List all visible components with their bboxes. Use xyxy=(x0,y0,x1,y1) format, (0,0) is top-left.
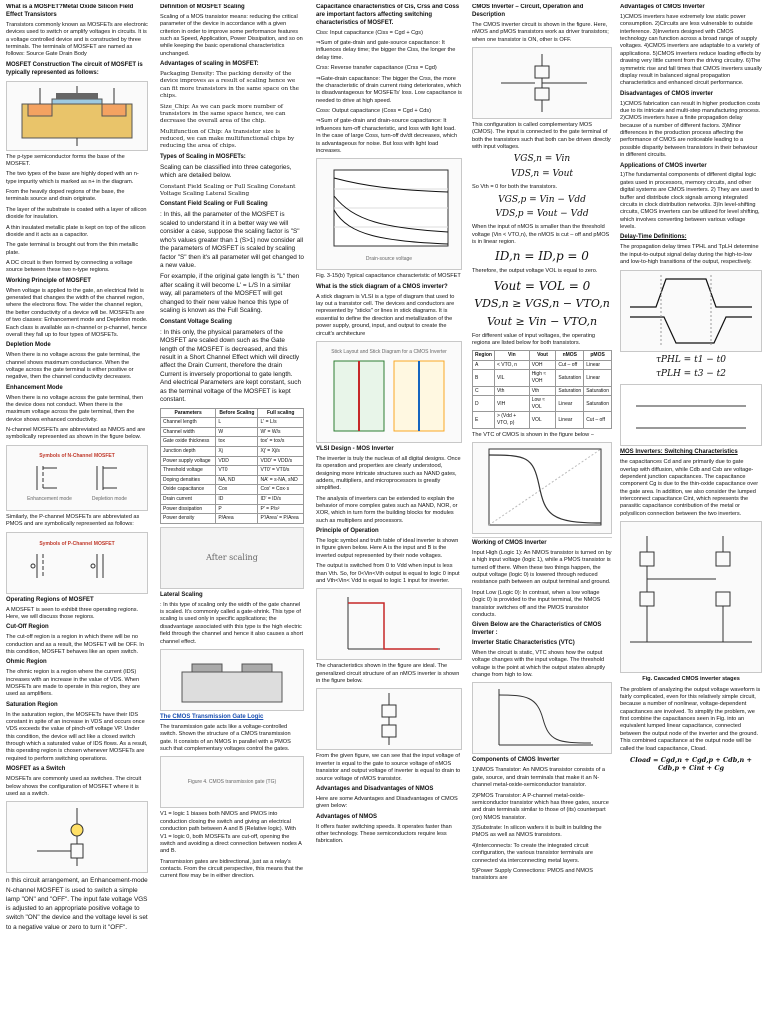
column-capacitance-vlsi xyxy=(316,4,462,1020)
heading-constant-voltage: Constant Voltage Scaling xyxy=(160,318,232,325)
heading-nmos-adv-disadv: Advantages and Disadvantages of NMOS xyxy=(316,785,434,792)
inverter-vtc-figure xyxy=(316,588,462,660)
heading-mosfet-construction: MOSFET Construction The circuit of MOSFET is typically represented as follows: xyxy=(6,61,143,76)
mosfet-construction-figure xyxy=(6,81,148,151)
para-c2-12: V1 = logic 1 biases both NMOS and PMOS into conduction closing the switch and giving an electrical conduction path between A and B (Relative logic). With V1 = logic 0, both MOSFETs are cut-off, opening the switch and avoiding a direct connection between nodes A and B. xyxy=(160,811,302,855)
heading-cutoff-region: Cut-Off Region xyxy=(6,624,49,631)
para-c1-13: Similarly, the P-channel MOSFETs are abbreviated as PMOS and are symbolically represented as follows: xyxy=(6,513,140,528)
para-c4-12: 2)PMOS Transistor: A P-channel metal-oxide-semiconductor transistor which has three gates, source and drain terminals similar to those of (its) counterpart (on) NMOS transistor. xyxy=(472,792,609,821)
cell: Saturation xyxy=(556,386,584,396)
para-c4-2: This configuration is called complementary MOS (CMOS). The input is connected to the gate terminal of both the transistors such that both can be driven directly with input voltages. xyxy=(472,121,611,151)
heading-ohmic-region: Ohmic Region xyxy=(6,659,47,666)
heading-constant-field: Constant Field Scaling or Full Scaling xyxy=(160,201,268,208)
para-c4-3: So Vth = 0 for both the transistors. xyxy=(472,184,558,191)
cell: Cox' = Cox·s xyxy=(258,485,304,495)
nmos-symbols-caption: Symbols of N-Channel MOSFET xyxy=(39,453,115,460)
para-c3-12: The characteristics shown in the figure are ideal. The generalized circuit structure of an nMOS inverter is shown in the figure below. xyxy=(316,663,460,685)
para-c4-14: 4)Interconnects: To create the integrated circuit configuration, the various transistor terminals are connected via interconnecting metal layers. xyxy=(472,842,593,864)
para-c2-10: : In this type of scaling only the width of the gate channel is scaled. It's commonly called a gate-shrink. This type of scaling is used only in specific applications; the disadvantage associated with this type is the high electric field through the channel and hence it also causes a short channel effect. xyxy=(160,601,304,645)
cell: tox xyxy=(216,437,258,447)
static-vtc-figure xyxy=(472,682,612,754)
cell: P'/Area' = P/Area xyxy=(258,514,304,524)
cell: Power supply voltage xyxy=(161,456,216,466)
cell: Oxide capacitance xyxy=(161,485,216,495)
cell: Channel length xyxy=(161,418,216,428)
heading-saturation-region: Saturation Region xyxy=(6,701,58,708)
capacitance-chart-xlabel: Drain-source voltage xyxy=(365,256,413,263)
table-row xyxy=(161,427,304,437)
para-c4-6: For different value of input voltages, the operating regions are listed below for both transistors. xyxy=(472,332,596,346)
cell: VT0 xyxy=(216,466,258,476)
para-c5-5: the capacitances Cd and are primarily due to gate overlap with diffusion, while Cdb and Csb are voltage-dependent junction capacitances. The capacitance component Cg is due to the thin-oxide capacitance over the gate area. In addition, we also consider the lumped interconnect capacitance Cint, which represents the parasitic capacitance contribution of the metal or polysilicon connection between the two inverters. xyxy=(620,459,759,517)
para-c2-2: Packaging Density: The packing density of the device improves as a result of scaling hence we can fit more transistors in the same space on the chips. xyxy=(160,71,299,100)
cell: Saturation xyxy=(556,370,584,386)
cell: C xyxy=(473,386,495,396)
cell: Doping densities xyxy=(161,475,216,485)
scaling-table-head-0: Parameters xyxy=(161,408,216,418)
cell: P xyxy=(216,504,258,514)
stick-diagram-figure xyxy=(316,341,462,443)
para-c1-12: N-channel MOSFETs are abbreviated as NMOS and are symbolically represented as shown in the figure below. xyxy=(6,427,146,441)
para-c1-16: The ohmic region is a region where the current (IDS) increases with an increase in the value of VDS. When MOSFETs are made to operate in this region, they are used as amplifiers. xyxy=(6,669,141,698)
after-scaling-caption: After scaling xyxy=(206,552,258,562)
operating-regions-table xyxy=(472,350,612,428)
scaling-table-head-2: Full scaling xyxy=(258,408,304,418)
para-c1-5: The layer of the substrate is coated with a layer of silicon dioxide for insulation. xyxy=(6,206,147,221)
cell: VDD xyxy=(216,456,258,466)
cell: VOH xyxy=(529,360,556,370)
para-c4-1: The CMOS inverter circuit is shown in the figure. Here, nMOS and pMOS transistors work as driver transistors; when one transistor is ON, other is OFF. xyxy=(472,21,609,43)
cell: B xyxy=(473,370,495,386)
para-c5-1: 1)CMOS inverters have extremely low static power consumption. 2)Circuits are less vulnerable to outside interference. 3)Inverters designed with CMOS technology can function across a broad range of supply voltages. 4)CMOS inverters are adaptable to a variety of applications. 5)CMOS inverters reduce loading effects by drawing very little current from the driving circuitry. 6)The symmetric rise and fall times that CMOS inverters usually display result in balanced signal propagation characteristics and enhanced circuit performance. xyxy=(620,13,762,87)
table-row xyxy=(161,466,304,476)
cell: Threshold voltage xyxy=(161,466,216,476)
mosfet-switch-figure xyxy=(6,801,148,873)
heading-cmos-tg: The CMOS Transmission Gate Logic xyxy=(160,713,264,720)
heading-cmos-disadvantages: Disadvantages of CMOS inverter xyxy=(620,90,714,97)
para-c2-5: Scaling can be classified into three categories, which are detailed below. xyxy=(160,163,292,180)
para-c3-3: Crss: Reverse transfer capacitance (Crss = Cgd) xyxy=(316,65,437,72)
nmos-inverter-figure xyxy=(316,688,462,750)
cell: ID' = ID/s xyxy=(258,495,304,505)
para-c3-9: The analysis of inverters can be extended to explain the behavior of more complex gates such as NAND, NOR, or XOR, which in turn form the building blocks for modules such as multipliers and processors. xyxy=(316,495,458,524)
eq-vgs-n: VGS,n = Vin xyxy=(513,154,571,165)
heading-delay-time: Delay-Time Definitions: xyxy=(620,234,687,241)
table-row xyxy=(473,360,612,370)
para-c3-2: ⇒Sum of gate-drain and gate-source capacitance: It influences delay time; the bigger the Ciss, the longer the delay time. xyxy=(316,40,456,61)
heading-cmos-advantages: Advantages of CMOS Inverter xyxy=(620,4,705,10)
regions-head-4: pMOS xyxy=(584,351,612,361)
transmission-gate-structure-figure xyxy=(160,649,304,711)
para-c3-14: Here are some Advantages and Disadvantages of CMOS given below: xyxy=(316,795,458,810)
para-c5-4: The propagation delay times TPHL and TpLH determine the input-to-output signal delay during the high-to-low and low-to-high transitions of the output, respectively. xyxy=(620,244,759,266)
para-c2-9: : In this only, the physical parameters of the MOSFET are scaled down such as the Gate length of the MOSFET is decreased, and this result in a Short Channel Effect which will directly affect the Drain Current, therefore the drain Current is inversely proportional to gate length. And electrical Parameters are kept constant, such as the terminal voltage of the MOSFET is kept constant. xyxy=(160,328,302,404)
cell: Linear xyxy=(556,396,584,412)
heading-what-is-mosfet: What is a MOSFET?Metal Oxide Silicon Field Effect Transistors xyxy=(6,4,134,18)
para-c1-6: A thin insulated metallic plate is kept on top of the silicon dioxide and it acts as a capacitor. xyxy=(6,224,146,238)
cell: Power dissipation xyxy=(161,504,216,514)
cell: NA' = s·NA, sND xyxy=(258,475,304,485)
table-row xyxy=(161,456,304,466)
heading-mosfet-switch: MOSFET as a Switch xyxy=(6,766,66,773)
heading-operating-regions: Operating Regions of MOSFET xyxy=(6,596,94,603)
cell: < VTO, n xyxy=(494,360,529,370)
table-row xyxy=(161,475,304,485)
eq-vgs-p: VGS,p = Vin − Vdd xyxy=(498,194,586,205)
regions-head-2: Vout xyxy=(529,351,556,361)
depletion-label: Depletion mode xyxy=(91,495,127,502)
scaling-table xyxy=(160,408,304,524)
regions-head-3: nMOS xyxy=(556,351,584,361)
cell: High ≈ VOH xyxy=(529,370,556,386)
column-mosfet-scaling xyxy=(160,4,304,1020)
para-c3-1: Ciss: Input capacitance (Ciss = Cgd + Cgs) xyxy=(316,29,423,36)
para-c3-13: From the given figure, we can see that the input voltage of inverter is equal to the gate to source voltage of nMOS transistor and output voltage of inverter is equal to drain to source voltage of nMOS transistor. xyxy=(316,753,461,782)
cell: Linear xyxy=(584,360,612,370)
column-cmos-inverter xyxy=(472,4,612,1020)
para-c1-14: A MOSFET is seen to exhibit three operating regions. Here, we will discuss those regions. xyxy=(6,606,139,620)
heading-working-cmos: Working of CMOS Inverter xyxy=(472,539,547,546)
table-row xyxy=(161,447,304,457)
para-c3-11: The output is switched from 0 to Vdd when input is less than Vth. So, for 0<Vin<Vth output is equal to logic 0 input and Vth<Vin< Vdd is equal to logic 1 input for inverter. xyxy=(316,563,460,584)
para-c3-4: ⇒Gate-drain capacitance: The bigger the Crss, the more the characteristic of drain current rising deteriorates, which is disadvantageous for MOSFETs' loss. Low capacitance is needed to drive at high speed. xyxy=(316,75,462,104)
capacitance-chart-figure xyxy=(316,158,462,270)
heading-cmos-applications: Applications of CMOS inverter xyxy=(620,162,707,169)
cmos-tg-caption: Figure 4. CMOS transmission gate (TG) xyxy=(187,779,277,786)
para-c1-9: When voltage is applied to the gate, an electrical field is generated that changes the width of the channel region, where the electrons flow. The wider the channel region, the better conductivity of a device will be. MOSFETs are of two classes: Enhancement mode and Depletion mode. Each class is available as n-channel or p-channel, hence overall they fall up to four types of MOSFETs. xyxy=(6,287,148,338)
cell: Gate oxide thickness xyxy=(161,437,216,447)
pmos-symbols-caption: Symbols of P-Channel MOSFET xyxy=(39,541,115,548)
pmos-symbols-figure xyxy=(6,532,148,594)
cell: Cut – off xyxy=(584,412,612,428)
para-c3-5: Coss: Output capacitance (Coss = Cgd + Cds) xyxy=(316,108,432,115)
para-c2-6: Constant Field Scaling or Full Scaling Constant Voltage Scaling Lateral Scaling xyxy=(160,183,296,197)
table-row xyxy=(161,514,304,524)
heading-lateral-scaling: Lateral Scaling xyxy=(160,591,203,598)
cmos-tg-figure xyxy=(160,756,304,808)
cell: VDD' = VDD/s xyxy=(258,456,304,466)
cell: Xj' = Xj/s xyxy=(258,447,304,457)
para-c2-3: Size_Chip: As we can pack more number of transistors in the same space hence, we can decrease the overall area of the chip. xyxy=(160,103,286,125)
para-c1-10: When there is no voltage across the gate terminal, the channel shows maximum conductance. When the voltage across the gate terminal is either positive or negative, then the channel conductivity decreases. xyxy=(6,352,141,381)
table-row xyxy=(161,495,304,505)
eq-vds-sat: VDS,n ≥ VGS,n − VTO,n xyxy=(474,297,610,311)
heading-scaling-types: Types of Scaling in MOSFETs: xyxy=(160,153,246,160)
para-c4-5: Therefore, the output voltage VOL is equal to zero. xyxy=(472,268,598,275)
para-c4-8: Input High (Logic 1): An NMOS transistor is turned on by a high input voltage (logic 1), while a PMOS transistor is turned off there. When these two things happen, the output voltage (logic 0) is lowered through reduced resistance path between an output terminal and ground. xyxy=(472,549,612,586)
cell: VOL xyxy=(529,412,556,428)
cell: NA, ND xyxy=(216,475,258,485)
para-c2-1: Scaling of a MOS transistor means: reducing the critical parameter of the device in accordance with a given criterion in order to improve some performance features such as Speed, Application, Power Dissipation, and so on while keeping the basic operational characteristics unchanged. xyxy=(160,13,303,57)
eq-vds-n: VDS,n = Vout xyxy=(511,169,573,180)
cell: tox' = tox/s xyxy=(258,437,304,447)
para-c5-2: 1)CMOS fabrication can result in higher production costs due to its intricate and multi-step manufacturing process. 2)CMOS inverters have a finite propagation delay because of a number of different factors. 3)Minor differences in the production process affecting the performance of CMOS are noticeable leading to a possible disparity between transistors in their behaviour in different circuits. xyxy=(620,100,761,159)
para-c3-10: The logic symbol and truth table of ideal inverter is shown in figure given below. Here A is the input and B is the inverted output represented by their node voltages. xyxy=(316,538,459,559)
para-c2-13: Transmission gates are bidirectional, just as a relay's contacts. From the circuit perspective, this means that the current flow may be in either direction. xyxy=(160,858,304,880)
table-row xyxy=(473,412,612,428)
para-c3-6: ⇒Sum of gate-drain and drain-source capacitance: It influences turn-off characteristic, and loss with light load. In the case of large Coss, turn-off dv/dt decreases, which is advantageous for noise. But loss with light load increases. xyxy=(316,118,458,154)
heading-nmos-advantages: Advantages of NMOS xyxy=(316,813,378,820)
nmos-symbols-figure xyxy=(6,445,148,511)
eq-cload: Cload = Cgd,n + Cgd,p + Cdb,n + Cdb,p + Cint + Cg xyxy=(630,755,752,773)
stick-diagram-caption: Stick Layout and Stick Diagram for a CMOS Inverter xyxy=(331,348,447,355)
cell: P/Area xyxy=(216,514,258,524)
cell: > (Vdd + VTO, p) xyxy=(494,412,529,428)
eq-vds-p: VDS,p = Vout − Vdd xyxy=(495,209,589,220)
para-c1-11: When there is no voltage across the gate terminal, then the device does not conduct. When there is the maximum voltage across the gate terminal, then the device shows enhanced conductivity. xyxy=(6,394,144,423)
eq-tphl: τPHL = t1 − t0 xyxy=(655,354,727,365)
cell: Vth xyxy=(529,386,556,396)
heading-scaling-definition: Definition of MOSFET Scaling xyxy=(160,4,245,10)
heading-enhancement-mode: Enhancement Mode xyxy=(6,384,63,391)
eq-vout-sat: Vout ≥ Vin − VTO,n xyxy=(486,314,598,328)
eq-vout-zero: Vout = VOL = 0 xyxy=(493,278,591,293)
cell: Saturation xyxy=(584,396,612,412)
para-c4-7: The VTC of CMOS is shown in the figure below − xyxy=(472,431,595,438)
para-c1-19: n this circuit arrangement, an Enhancement-mode N-channel MOSFET is used to switch a simple lamp "ON" and "OFF". The input fate voltage VGS is adjusted to an appropriate positive voltage to switch "ON" the device and the voltage level is set to a negative value or zero to turn it "OFF". xyxy=(6,877,148,931)
cell: VT0' = VT0/s xyxy=(258,466,304,476)
para-c4-10: When the circuit is static, VTC shows how the output voltage changes with the input voltage. The threshold voltage is the point at which the output states abruptly change from high to low. xyxy=(472,649,606,679)
cell: D xyxy=(473,396,495,412)
cell: Linear xyxy=(556,412,584,428)
cell: P' = P/s² xyxy=(258,504,304,514)
para-c5-3: 1)The fundamental components of different digital logic gates used in processors, memory circuits, and other digital systems are CMOS inverters. 2) They are used to buffer and distribute clock signals among integrated circuits in clock distribution networks. 3)In level-shifting circuits, CMOS inverters can be utilized for level shifting, which involves converting between various voltage levels. xyxy=(620,172,760,231)
eq-tplh: τPLH = t3 − t2 xyxy=(655,369,727,380)
table-row xyxy=(161,418,304,428)
cell: Saturation xyxy=(584,386,612,396)
para-c1-3: The two types of the base are highly doped with an n-type impurity which is marked as n+ in the diagram. xyxy=(6,171,139,185)
heading-stick-diagram: What is the stick diagram of a CMOS inverter? xyxy=(316,283,448,290)
delay-waveform-figure xyxy=(620,270,762,352)
para-c1-2: The p-type semiconductor forms the base of the MOSFET. xyxy=(6,153,125,167)
para-c1-17: In the saturation region, the MOSFETs have their IDS constant in spite of an increase in VDS and occurs once VDS exceeds the value of pinch-off voltage VP. Under this condition, the device will act like a closed switch through which a saturated value of IDS flows. As a result, this operating region is chosen whenever MOSFETs are required to perform switching operations. xyxy=(6,711,148,762)
heading-static-vtc: Inverter Static Characteristics (VTC) xyxy=(472,640,575,647)
para-c2-11: The transmission gate acts like a voltage-controlled switch. Shown the structure of a CMOS transmission gate. It consists of an NMOS in parallel with a PMOS such that complementary voltages control the gates. xyxy=(160,723,291,753)
para-c4-9: Input Low (Logic 0): In contrast, when a low voltage (logic 0) is provided to the input terminal, the NMOS transistor switches off and the PMOS transistor conducts. xyxy=(472,589,601,618)
cell: VIL xyxy=(494,370,529,386)
para-c2-7: : In this, all the parameter of the MOSFET is scaled to understand it in a better way we will consider a case, suppose the scaling factor is "S" who's values greater than 1 (S>1) now consider all the parameters of MOSFET is scaled by scaling factor "S" then it's all parameter will get changed to a new value. xyxy=(160,211,304,269)
para-c2-4: Multifunction of Chip: As transistor size is reduced, we can make multifunctional chips by reducing the area of chips. xyxy=(160,128,295,150)
cell: Channel width xyxy=(161,427,216,437)
cell: Xj xyxy=(216,447,258,457)
para-c4-11: 1)NMOS Transistor: An NMOS transistor consists of a gate, source, and drain terminals that make it an N-channel metal-oxide-semiconductor transistor. xyxy=(472,767,606,789)
cell: E xyxy=(473,412,495,428)
table-row xyxy=(161,437,304,447)
cascaded-inverter-figure xyxy=(620,521,762,673)
para-c4-13: 3)Substrate: In silicon wafers it is built in building the PMOS as well as NMOS transistors. xyxy=(472,825,602,839)
cell: Drain current xyxy=(161,495,216,505)
cmos-vtc-figure xyxy=(472,442,612,534)
cmos-inverter-circuit-figure xyxy=(472,47,612,119)
cell: W' = W/s xyxy=(258,427,304,437)
scaling-table-head-1: Before Scaling xyxy=(216,408,258,418)
capacitance-chart-caption: Fig. 3-15(b) Typical capacitance characteristic of MOSFET xyxy=(316,273,461,280)
para-c1-7: The gate terminal is brought out from the thin metallic plate. xyxy=(6,242,139,256)
heading-mos-inverter: VLSI Design - MOS Inverter xyxy=(316,445,394,452)
para-c2-8: For example, if the original gate length is "L" then after scaling it will become L' = L/S In a similar way, all parameters of the MOSFET will get changed to their new value hence this type of scaling is known as the Full Scaling. xyxy=(160,273,300,315)
heading-depletion-mode: Depletion Mode xyxy=(6,342,51,349)
cell: ID xyxy=(216,495,258,505)
delay-formula-figure xyxy=(620,384,762,446)
heading-cmos-characteristics: Given Below are the Characteristics of CMOS Inverter : xyxy=(472,622,602,637)
regions-head-1: Vin xyxy=(494,351,529,361)
eq-id: ID,n = ID,p = 0 xyxy=(495,249,589,264)
table-row xyxy=(161,485,304,495)
table-row xyxy=(473,370,612,386)
cell: Cut – off xyxy=(556,360,584,370)
cell: Low ≈ VOL xyxy=(529,396,556,412)
para-c1-18: MOSFETs are commonly used as switches. The circuit below shows the configuration of MOSFET where it is used as a switch. xyxy=(6,776,142,797)
para-c1-8: A DC circuit is then formed by connecting a voltage source between these two n-type regions. xyxy=(6,260,133,274)
cell: Linear xyxy=(584,370,612,386)
heading-scaling-advantages: Advantages of scaling in MOSFET: xyxy=(160,61,259,68)
heading-principle-operation: Principle of Operation xyxy=(316,528,379,535)
regions-head-0: Region xyxy=(473,351,495,361)
heading-capacitance: Capacitance characteristics of Cis, Crss and Coss are important factors affecting switching characteristics of MOSFET. xyxy=(316,4,460,26)
para-c5-6: The problem of analyzing the output voltage waveform is fairly complicated, even for this relatively simple circuit, because a number of nonlinear, voltage-dependent capacitances are involved. To simplify the problem, we first combine the capacitances seen in Fig. into an equivalent lumped linear capacitance, connected between the output node of the inverter and the ground. This combined capacitance at the output node will be called the load capacitance, Cload. xyxy=(620,686,761,752)
cell: Cox xyxy=(216,485,258,495)
para-c3-7: A stick diagram is VLSI is a type of diagram that used to lay out a transistor cell. The devices and conductors are represented by "sticks" or lines in stick diagrams. It is essential to define the direction and metallization of the power supply, ground, input, and output to create the circuit's architecture xyxy=(316,293,455,337)
cell: Junction depth xyxy=(161,447,216,457)
heading-cmos-components: Components of CMOS Inverter xyxy=(472,757,560,764)
table-row xyxy=(473,396,612,412)
para-c1-15: The cut-off region is a region in which there will be no conduction and as a result, the MOSFET will be OFF. In this condition, MOSFET behaves like an open switch. xyxy=(6,634,144,655)
heading-working-principle: Working Principle of MOSFET xyxy=(6,277,91,284)
column-cmos-advantages xyxy=(620,4,762,1020)
cell: VIH xyxy=(494,396,529,412)
table-row xyxy=(473,386,612,396)
section-divider xyxy=(472,537,612,538)
table-row xyxy=(161,504,304,514)
enhancement-label: Enhancement mode xyxy=(27,495,72,502)
heading-switching-characteristics: MOS Inverters: Switching Characteristics xyxy=(620,449,738,456)
para-c3-8: The inverter is truly the nucleus of all digital designs. Once its operation and properties are clearly understood, designing more intricate structures such as NAND gates, adders, multipliers, and microprocessors is greatly simplified. xyxy=(316,455,461,492)
heading-cmos-inverter: CMOS Inverter – Circuit, Operation and Description xyxy=(472,4,584,18)
cell: W xyxy=(216,427,258,437)
cell: Power density xyxy=(161,514,216,524)
para-c1-4: From the heavily doped regions of the base, the terminals source and drain originate. xyxy=(6,189,125,203)
para-c4-15: 5)Power Supply Connections: PMOS and NMOS transistors are xyxy=(472,867,593,882)
para-c3-15: It offers faster switching speeds. It operates faster than other technology. These semiconductors require less fabrication. xyxy=(316,823,452,845)
cell: L xyxy=(216,418,258,428)
column-mosfet-basics xyxy=(6,4,148,1020)
cell: A xyxy=(473,360,495,370)
cell: L' = L/s xyxy=(258,418,304,428)
para-c4-4: When the input of nMOS is smaller than the threshold voltage (Vin < VTO,n), the nMOS is cut – off and pMOS is in linear region. xyxy=(472,224,610,246)
cell: Vth xyxy=(494,386,529,396)
cascaded-inverter-caption: Fig. Cascaded CMOS inverter stages xyxy=(642,676,740,683)
after-scaling-figure xyxy=(160,527,304,589)
para-mosfet-intro: Transistors commonly known as MOSFETs are electronic devices used to switch or amplify voltages in circuits. It is a voltage controlled device and is constructed by three terminals. The terminals of MOSFET are named as follows: Source Gate Drain Body xyxy=(6,21,148,58)
